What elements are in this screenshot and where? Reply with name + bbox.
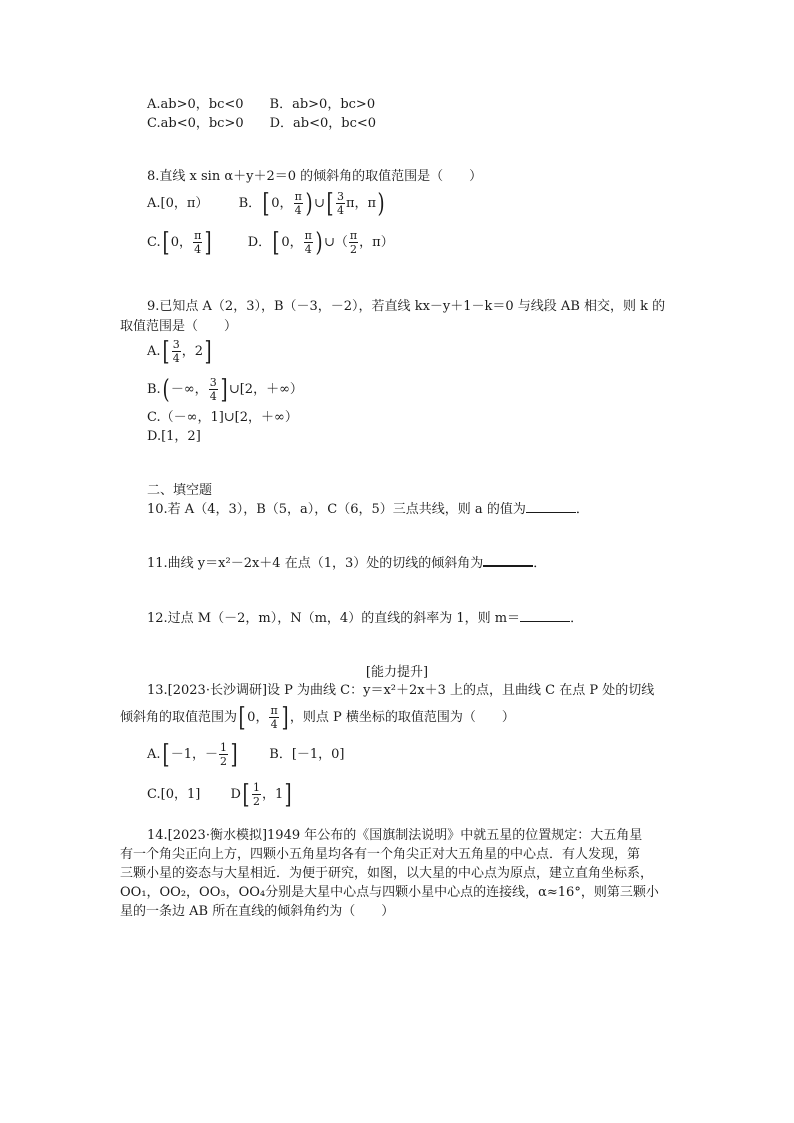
q11-answer-blank[interactable]	[483, 565, 533, 567]
q11: 11.曲线 y＝x²－2x＋4 在点（1，3）处的切线的倾斜角为 ．	[147, 556, 547, 571]
q12: 12.过点 M（－2，m），N（m，4）的直线的斜率为 1，则 m＝ ．	[147, 611, 584, 626]
q7-option-d: D．ab<0，bc<0	[269, 116, 377, 131]
q14-line2: 有一个角尖正向上方，四颗小五角星均各有一个角尖正对大五角星的中心点．有人发现，第	[120, 847, 641, 862]
q12-answer-blank[interactable]	[520, 621, 570, 622]
q7-options-row1	[147, 96, 375, 114]
q9-option-a: A.[ $\frac{3}{4}$ ，2]	[147, 336, 212, 367]
q13-options-row1	[147, 741, 345, 768]
q9-option-d: D.[1，2]	[147, 429, 201, 444]
q7-options-row2	[147, 115, 376, 133]
section-ability-title: [能力提升]	[365, 665, 429, 680]
q13-option-d: D[ $\frac{1}{2}$ ，1]	[230, 779, 292, 810]
q13-option-b: B．[－1，0]	[269, 747, 345, 762]
q8-option-d: D．[ 0， $\frac{\pi}{4}$ ) ∪（ $\frac{\pi}{2}$ ，π）	[247, 227, 394, 258]
q9-stem-line2: 取值范围是（ ）	[120, 319, 238, 334]
q14-line4: OO₁，OO₂，OO₃，OO₄分别是大星中心点与四颗小星中心点的连接线，α≈16°，则第三颗小	[120, 885, 659, 900]
q9-option-c: C.（－∞，1]∪[2，＋∞）	[147, 410, 298, 425]
q14-line5: 星的一条边 AB 所在直线的倾斜角约为（ ）	[120, 904, 395, 919]
q10: 10.若 A（4，3），B（5，a），C（6，5）三点共线，则 a 的值为 ．	[147, 502, 589, 517]
q13-options-row2	[147, 781, 293, 808]
q9-option-b: B.( －∞， $\frac{3}{4}$ ] ∪[2，＋∞）	[147, 374, 303, 405]
q13-option-a: A.[ －1，－ $\frac{1}{2}$ ]	[147, 739, 238, 770]
q8-option-b: B．[ 0， $\frac{\pi}{4}$ ) ∪[ $\frac{3}{4}$ π，π)	[238, 188, 385, 219]
q13-option-c: C.[0，1]	[147, 787, 201, 802]
q8-options-row1	[147, 190, 386, 217]
q8-option-a: A.[0，π）	[147, 196, 209, 211]
q8-options-row2	[147, 229, 394, 256]
q9-stem-line1: 9.已知点 A（2，3），B（－3，－2），若直线 kx－y＋1－k＝0 与线段 AB 相交，则 k 的	[147, 299, 666, 314]
q13-stem-line1: 13.[2023·长沙调研]设 P 为曲线 C：y＝x²＋2x＋3 上的点，且曲线 C 在点 P 处的切线	[147, 683, 655, 698]
q8-stem: 8.直线 x sin α＋y＋2＝0 的倾斜角的取值范围是（ ）	[147, 169, 483, 184]
q8-option-c: C.[ 0， $\frac{\pi}{4}$ ]	[147, 227, 212, 258]
q13-stem-line2: 倾斜角的取值范围为[ 0， $\frac{\pi}{4}$ ] ，则点 P 横坐标的取值范围为（ ）	[120, 702, 515, 733]
q7-option-b: B．ab>0，bc>0	[269, 97, 376, 112]
q14-line1: 14.[2023·衡水模拟]1949 年公布的《国旗制法说明》中就五星的位置规定：大五角星	[147, 828, 643, 843]
section-fill-in-title: 二、填空题	[147, 483, 213, 498]
q14-line3: 三颗小星的姿态与大星相近．为便于研究，如图，以大星的中心点为原点，建立直角坐标系，	[120, 866, 654, 881]
q7-option-a: A.ab>0，bc<0	[147, 97, 244, 112]
q7-option-c: C.ab<0，bc>0	[147, 116, 244, 131]
q10-answer-blank[interactable]	[526, 512, 576, 513]
